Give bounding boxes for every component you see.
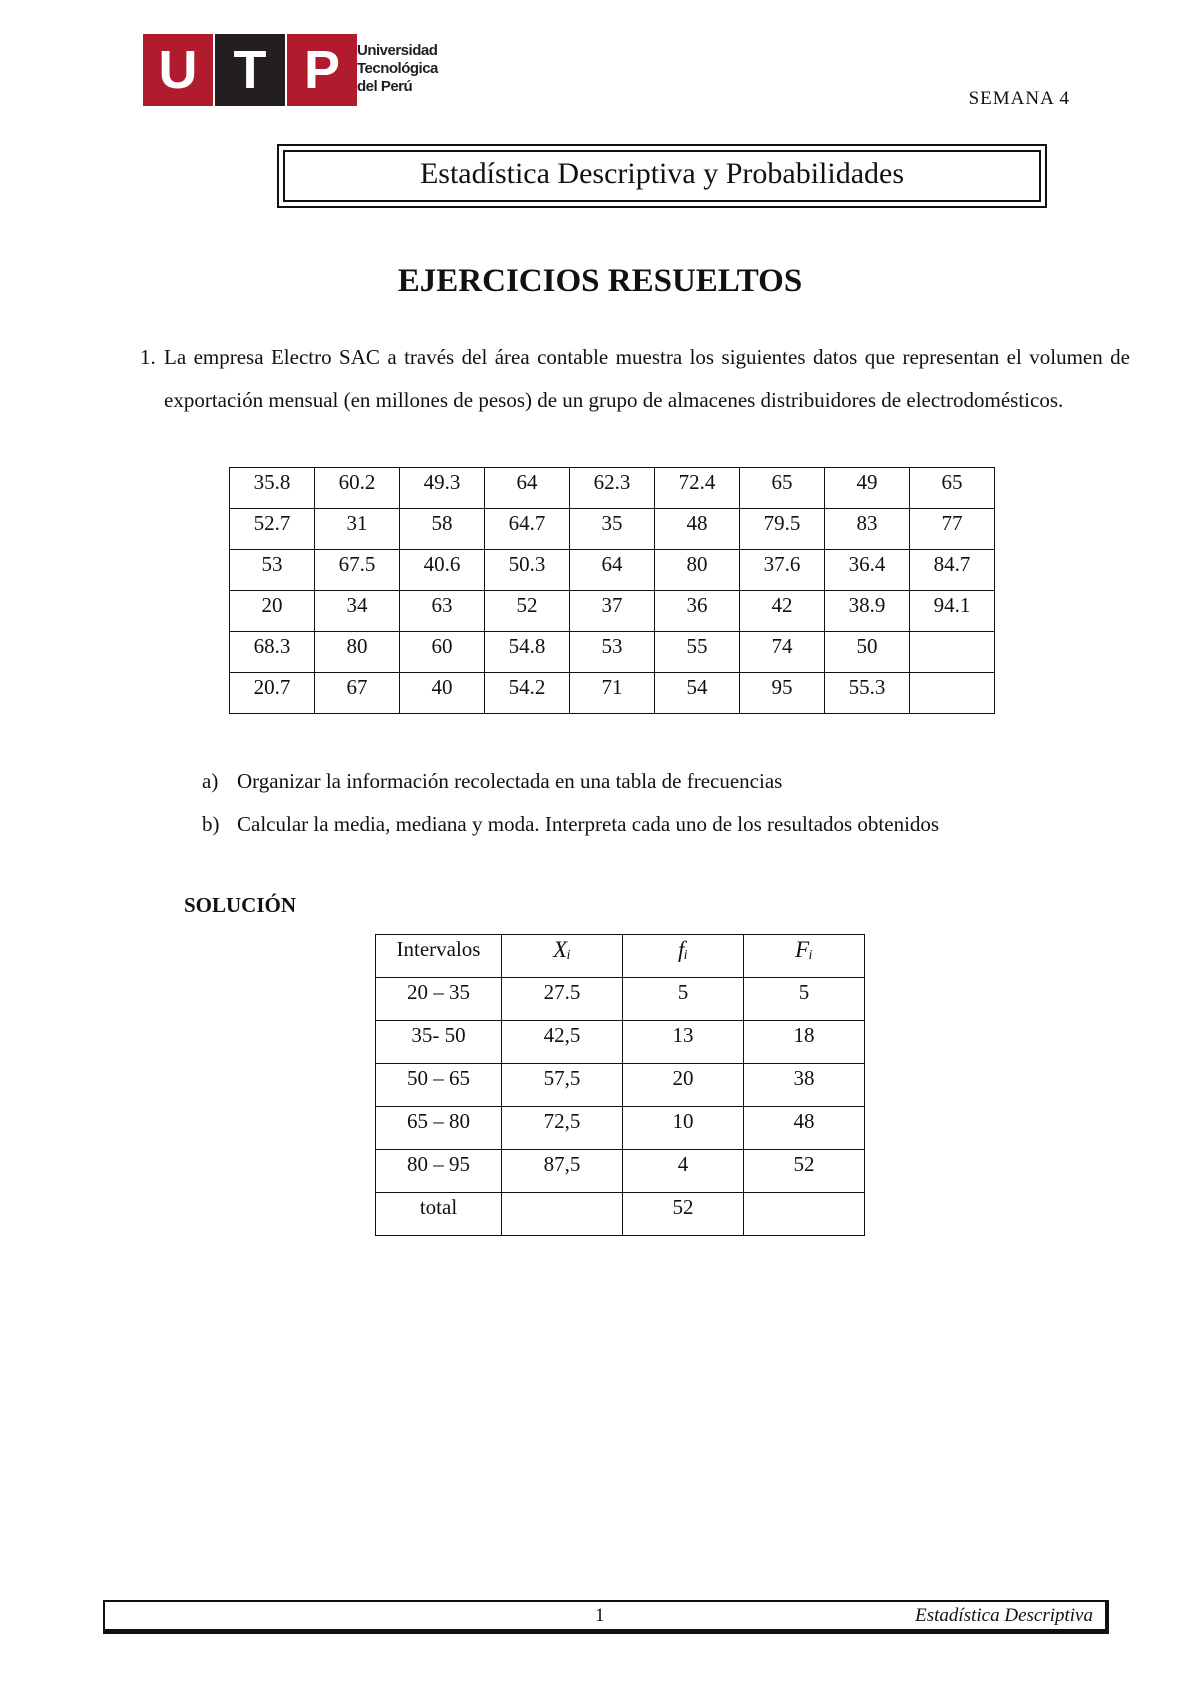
logo-university-name: Universidad Tecnológica del Perú [357,42,438,95]
table-cell: 10 [623,1107,744,1150]
week-label: SEMANA 4 [968,88,1070,109]
table-cell: 52 [623,1193,744,1236]
page-heading: EJERCICIOS RESUELTOS [397,263,803,299]
table-cell: 50 – 65 [376,1064,502,1107]
raw-data-table [229,467,995,714]
table-cell: 65 – 80 [376,1107,502,1150]
table-cell: 49.3 [400,468,485,509]
table-cell: 38 [744,1064,865,1107]
table-cell: 74 [740,632,825,673]
table-cell: 53 [570,632,655,673]
table-cell: 83 [825,509,910,550]
table-cell: 67 [315,673,400,714]
frequency-table-header [376,935,865,978]
table-cell: 95 [740,673,825,714]
table-cell: 20 [623,1064,744,1107]
table-cell: 4 [623,1150,744,1193]
table-cell: 64 [570,550,655,591]
page-footer [103,1600,1109,1634]
table-cell: 40 [400,673,485,714]
problem-statement [140,336,1130,422]
table-cell: 38.9 [825,591,910,632]
table-cell: 68.3 [230,632,315,673]
table-cell: 77 [910,509,995,550]
course-title-box [277,144,1047,208]
problem-text: La empresa Electro SAC a través del área contable muestra los siguientes datos que representan el volumen de exportación mensual (en millones de pesos) de un grupo de almacenes distribuidores de electrodomésticos. [164,345,1130,412]
table-row [230,509,995,550]
page-number: 1 [595,1605,605,1626]
table-cell: 60 [400,632,485,673]
table-cell: 65 [740,468,825,509]
table-cell: 20.7 [230,673,315,714]
header-fi: fᵢ [623,935,744,978]
header-xi: Xᵢ [502,935,623,978]
table-cell [910,632,995,673]
logo-letter-t: T [215,34,285,106]
table-cell: 35 [570,509,655,550]
table-cell: 72,5 [502,1107,623,1150]
table-cell: 67.5 [315,550,400,591]
table-cell: 71 [570,673,655,714]
table-row [376,1064,865,1107]
table-row [376,1107,865,1150]
table-row [230,591,995,632]
table-row [376,978,865,1021]
table-cell: 20 [230,591,315,632]
table-cell: 64.7 [485,509,570,550]
table-row [376,1021,865,1064]
table-cell: 54.2 [485,673,570,714]
header-intervals: Intervalos [376,935,502,978]
table-cell: 60.2 [315,468,400,509]
table-cell: 57,5 [502,1064,623,1107]
table-cell: 36 [655,591,740,632]
task-list [202,760,939,846]
footer-course-name: Estadística Descriptiva [915,1605,1093,1626]
table-row [376,1150,865,1193]
table-cell: 31 [315,509,400,550]
table-cell: 55.3 [825,673,910,714]
table-cell: 80 – 95 [376,1150,502,1193]
table-cell: 54.8 [485,632,570,673]
logo-letter-u: U [143,34,213,106]
table-cell: 52.7 [230,509,315,550]
table-cell: 42,5 [502,1021,623,1064]
table-cell: 63 [400,591,485,632]
table-cell: 5 [623,978,744,1021]
table-cell: 54 [655,673,740,714]
problem-number: 1. [140,345,156,369]
table-row [230,550,995,591]
table-cell: 84.7 [910,550,995,591]
table-cell: 48 [655,509,740,550]
solution-label: SOLUCIÓN [184,893,297,917]
table-cell: 20 – 35 [376,978,502,1021]
table-cell: 34 [315,591,400,632]
table-cell: 79.5 [740,509,825,550]
table-cell: 48 [744,1107,865,1150]
table-row [230,673,995,714]
table-cell [910,673,995,714]
table-cell: 5 [744,978,865,1021]
table-cell: 52 [744,1150,865,1193]
table-cell: 49 [825,468,910,509]
table-cell: 94.1 [910,591,995,632]
logo-letter-p: P [287,34,357,106]
table-cell: 13 [623,1021,744,1064]
table-cell: 65 [910,468,995,509]
table-cell: 62.3 [570,468,655,509]
table-row [230,468,995,509]
table-cell: 80 [655,550,740,591]
table-cell [744,1193,865,1236]
task-item-a: a) Organizar la información recolectada en una tabla de frecuencias [202,769,783,793]
table-row [230,632,995,673]
table-cell: 58 [400,509,485,550]
table-row [376,1193,865,1236]
table-cell: total [376,1193,502,1236]
table-cell: 53 [230,550,315,591]
course-title: Estadística Descriptiva y Probabilidades [283,150,1041,202]
table-cell: 27.5 [502,978,623,1021]
table-cell: 52 [485,591,570,632]
table-cell: 18 [744,1021,865,1064]
frequency-table [375,934,865,1236]
header-cumulative-fi: Fᵢ [744,935,865,978]
table-cell [502,1193,623,1236]
table-cell: 35- 50 [376,1021,502,1064]
table-cell: 35.8 [230,468,315,509]
table-cell: 50.3 [485,550,570,591]
table-cell: 55 [655,632,740,673]
table-cell: 36.4 [825,550,910,591]
table-cell: 37.6 [740,550,825,591]
table-cell: 80 [315,632,400,673]
table-cell: 40.6 [400,550,485,591]
table-cell: 64 [485,468,570,509]
table-cell: 37 [570,591,655,632]
table-cell: 87,5 [502,1150,623,1193]
table-cell: 42 [740,591,825,632]
utp-logo [143,34,448,106]
table-cell: 50 [825,632,910,673]
table-cell: 72.4 [655,468,740,509]
task-item-b: b) Calcular la media, mediana y moda. Interpreta cada uno de los resultados obtenidos [202,812,940,836]
